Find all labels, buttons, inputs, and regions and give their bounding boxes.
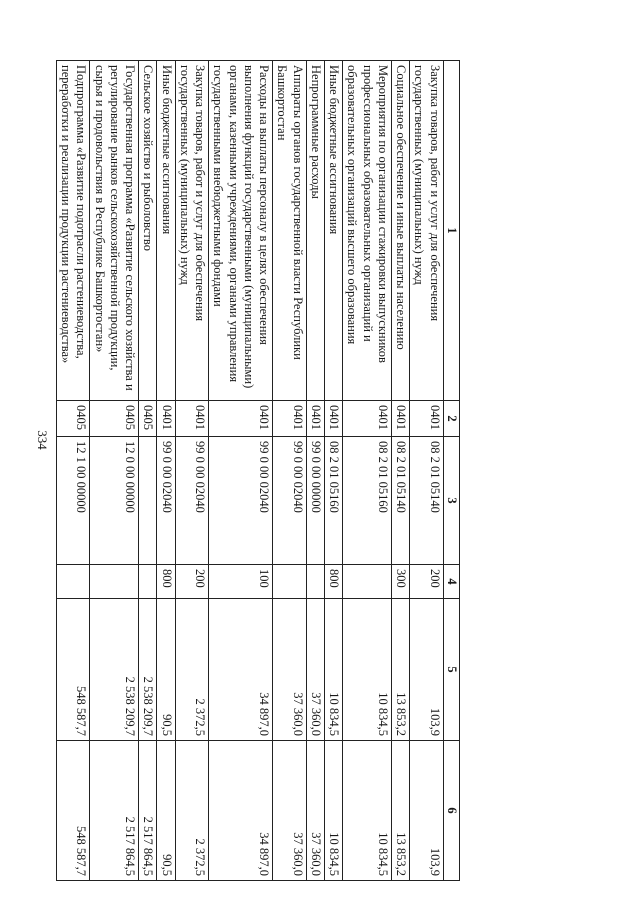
table-row bbox=[392, 61, 410, 881]
table-row bbox=[57, 61, 91, 881]
section-code-cell: 0405 bbox=[57, 401, 91, 437]
table-row bbox=[306, 61, 324, 881]
target-code-cell: 12 0 00 00000 bbox=[90, 437, 139, 565]
amount-year1-cell: 37 360,0 bbox=[273, 599, 307, 741]
expense-type-cell: 300 bbox=[392, 565, 410, 599]
row-name-cell: Непрограммные расходы bbox=[306, 61, 324, 401]
row-name-cell: Сельское хозяйство и рыболовство bbox=[139, 61, 157, 401]
amount-year2-cell: 37 360,0 bbox=[273, 741, 307, 881]
table-row bbox=[410, 61, 444, 881]
expense-type-cell bbox=[57, 565, 91, 599]
amount-year1-cell: 37 360,0 bbox=[306, 599, 324, 741]
section-code-cell: 0401 bbox=[306, 401, 324, 437]
amount-year1-cell: 10 834,5 bbox=[325, 599, 343, 741]
section-code-cell: 0401 bbox=[392, 401, 410, 437]
row-name-cell: Иные бюджетные ассигнования bbox=[325, 61, 343, 401]
expense-type-cell bbox=[306, 565, 324, 599]
target-code-cell: 08 2 01 05140 bbox=[410, 437, 444, 565]
budget-table bbox=[56, 60, 460, 881]
table-row bbox=[273, 61, 307, 881]
rotated-table-content bbox=[59, 60, 460, 880]
section-code-cell: 0401 bbox=[175, 401, 209, 437]
table-row bbox=[139, 61, 157, 881]
amount-year2-cell: 90,5 bbox=[157, 741, 175, 881]
row-name-cell: Социальное обеспечение и иные выплаты населению bbox=[392, 61, 410, 401]
amount-year2-cell: 103,9 bbox=[410, 741, 444, 881]
amount-year1-cell: 2 538 209,7 bbox=[139, 599, 157, 741]
amount-year2-cell: 548 587,7 bbox=[57, 741, 91, 881]
section-code-cell: 0401 bbox=[209, 401, 273, 437]
expense-type-cell: 800 bbox=[325, 565, 343, 599]
amount-year2-cell: 2 372,5 bbox=[175, 741, 209, 881]
row-name-cell: Аппараты органов государственной власти Республики Башкортостан bbox=[273, 61, 307, 401]
table-row bbox=[157, 61, 175, 881]
target-code-cell: 99 0 00 02040 bbox=[209, 437, 273, 565]
amount-year2-cell: 10 834,5 bbox=[325, 741, 343, 881]
expense-type-cell: 200 bbox=[410, 565, 444, 599]
target-code-cell: 99 0 00 02040 bbox=[175, 437, 209, 565]
target-code-cell: 12 1 00 00000 bbox=[57, 437, 91, 565]
amount-year2-cell: 2 517 864,5 bbox=[90, 741, 139, 881]
amount-year1-cell: 548 587,7 bbox=[57, 599, 91, 741]
table-header-row bbox=[443, 61, 459, 881]
amount-year1-cell: 34 897,0 bbox=[209, 599, 273, 741]
target-code-cell: 08 2 01 05140 bbox=[392, 437, 410, 565]
column-header: 2 bbox=[443, 401, 459, 437]
expense-type-cell bbox=[90, 565, 139, 599]
amount-year1-cell: 13 853,2 bbox=[392, 599, 410, 741]
table-row bbox=[90, 61, 139, 881]
section-code-cell: 0405 bbox=[139, 401, 157, 437]
row-name-cell: Расходы на выплаты персоналу в целях обеспечения выполнения функций государственными (муниципальными) органами, казенными учреждениями, органами управления государственными внебюджетными фондами bbox=[209, 61, 273, 401]
column-header: 3 bbox=[443, 437, 459, 565]
table-row bbox=[209, 61, 273, 881]
target-code-cell: 08 2 01 05160 bbox=[325, 437, 343, 565]
section-code-cell: 0405 bbox=[90, 401, 139, 437]
expense-type-cell bbox=[273, 565, 307, 599]
row-name-cell: Государственная программа «Развитие сельского хозяйства и регулирование рынков сельскохозяйственной продукции, сырья и продовольствия в Республике Башкортостан» bbox=[90, 61, 139, 401]
amount-year2-cell: 34 897,0 bbox=[209, 741, 273, 881]
target-code-cell bbox=[139, 437, 157, 565]
row-name-cell: Подпрограмма «Развитие подотрасли растениеводства, переработки и реализации продукции растениеводства» bbox=[57, 61, 91, 401]
expense-type-cell bbox=[343, 565, 392, 599]
amount-year1-cell: 90,5 bbox=[157, 599, 175, 741]
column-header: 1 bbox=[443, 61, 459, 401]
target-code-cell: 08 2 01 05160 bbox=[343, 437, 392, 565]
expense-type-cell bbox=[139, 565, 157, 599]
target-code-cell: 99 0 00 02040 bbox=[157, 437, 175, 565]
table-row bbox=[175, 61, 209, 881]
amount-year1-cell: 103,9 bbox=[410, 599, 444, 741]
amount-year2-cell: 13 853,2 bbox=[392, 741, 410, 881]
rotated-table-frame bbox=[59, 60, 460, 880]
table-body bbox=[57, 61, 444, 881]
amount-year1-cell: 2 372,5 bbox=[175, 599, 209, 741]
amount-year1-cell: 2 538 209,7 bbox=[90, 599, 139, 741]
row-name-cell: Закупка товаров, работ и услуг для обеспечения государственных (муниципальных) нужд bbox=[410, 61, 444, 401]
section-code-cell: 0401 bbox=[157, 401, 175, 437]
table-row bbox=[325, 61, 343, 881]
target-code-cell: 99 0 00 02040 bbox=[273, 437, 307, 565]
target-code-cell: 99 0 00 00000 bbox=[306, 437, 324, 565]
section-code-cell: 0401 bbox=[325, 401, 343, 437]
table-row bbox=[343, 61, 392, 881]
row-name-cell: Мероприятия по организации стажировки выпускников профессиональных образовательных организаций и образовательных организаций высшего образования bbox=[343, 61, 392, 401]
column-header: 6 bbox=[443, 741, 459, 881]
column-header: 5 bbox=[443, 599, 459, 741]
amount-year2-cell: 37 360,0 bbox=[306, 741, 324, 881]
section-code-cell: 0401 bbox=[273, 401, 307, 437]
row-name-cell: Иные бюджетные ассигнования bbox=[157, 61, 175, 401]
amount-year2-cell: 2 517 864,5 bbox=[139, 741, 157, 881]
section-code-cell: 0401 bbox=[343, 401, 392, 437]
expense-type-cell: 200 bbox=[175, 565, 209, 599]
amount-year1-cell: 10 834,5 bbox=[343, 599, 392, 741]
column-header: 4 bbox=[443, 565, 459, 599]
expense-type-cell: 800 bbox=[157, 565, 175, 599]
page-number: 334 bbox=[35, 430, 50, 450]
expense-type-cell: 100 bbox=[209, 565, 273, 599]
amount-year2-cell: 10 834,5 bbox=[343, 741, 392, 881]
row-name-cell: Закупка товаров, работ и услуг для обеспечения государственных (муниципальных) нужд bbox=[175, 61, 209, 401]
section-code-cell: 0401 bbox=[410, 401, 444, 437]
